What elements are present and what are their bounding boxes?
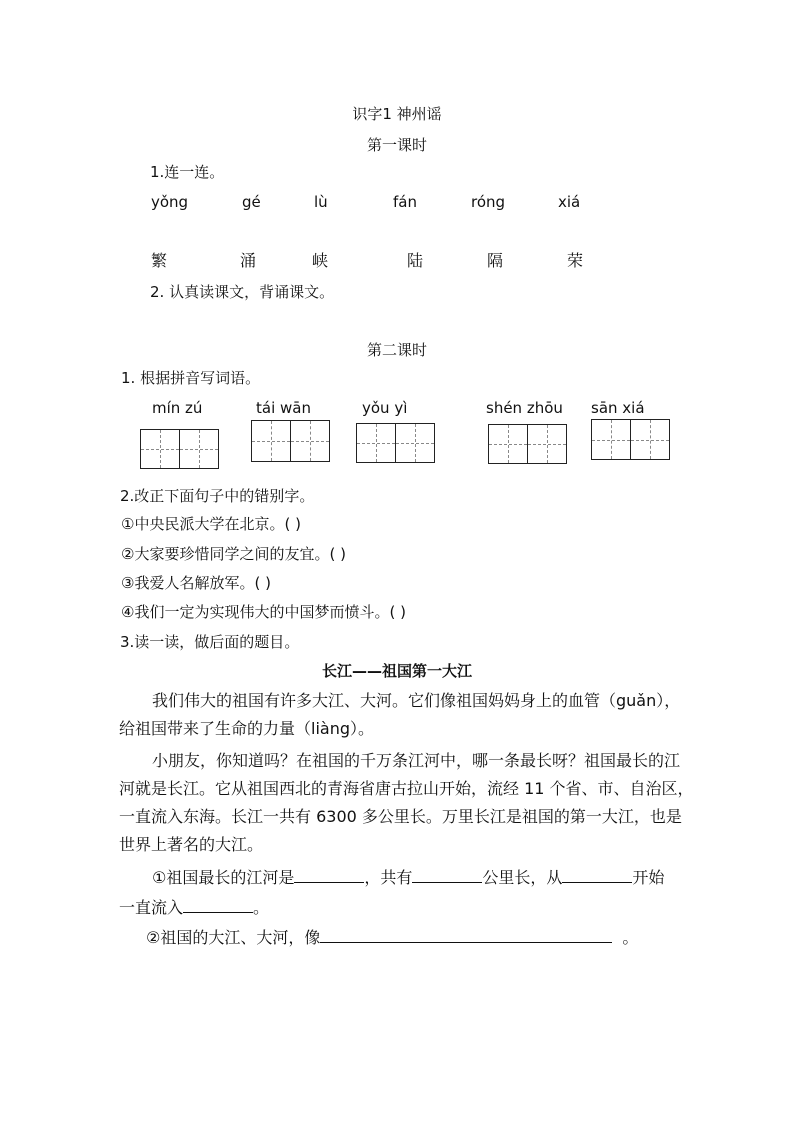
char-1: 繁 [151, 251, 168, 270]
lesson-one-heading: 第一课时 [366, 136, 427, 154]
pinyin-4: fán [393, 193, 417, 211]
passage-line-4: 河就是长江。它从祖国西北的青海省唐古拉山开始，流经 11 个省、市、自治区， [119, 779, 694, 798]
answer-blank-destination[interactable] [183, 896, 253, 913]
word-pinyin-3: yǒu yì [362, 399, 408, 417]
q2-start-text: ②祖国的大江、大河，像 [146, 928, 321, 947]
passage-title: 长江——祖国第一大江 [321, 662, 472, 680]
char-2: 涌 [240, 251, 257, 270]
word-pinyin-5: sān xiá [591, 399, 645, 417]
word-pinyin-1: mín zú [152, 399, 203, 417]
pinyin-2: gé [242, 193, 261, 211]
passage-question-1-line2 [119, 896, 269, 919]
passage-line-5: 一直流入东海。长江一共有 6300 多公里长。万里长江是祖国的第一大江，也是 [119, 807, 682, 826]
q2-1-title: 1. 根据拼音写词语。 [121, 369, 261, 387]
correction-item-2[interactable]: ②大家要珍惜同学之间的友宜。( ) [121, 545, 346, 563]
q2-3-title: 3.读一读，做后面的题目。 [120, 633, 300, 651]
word-pinyin-2: tái wān [256, 399, 311, 417]
q1-part-3: 公里长，从 [482, 868, 563, 887]
char-3: 峡 [312, 251, 329, 270]
word-pinyin-4: shén zhōu [486, 399, 563, 417]
lesson-two-heading: 第二课时 [366, 341, 427, 359]
q1-1-title: 1.连一连。 [150, 163, 225, 181]
passage-line-6: 世界上著名的大江。 [119, 835, 264, 854]
q1-line2-text: 一直流入 [119, 898, 184, 917]
passage-line-3: 小朋友，你知道吗？在祖国的千万条江河中，哪一条最长呀？祖国最长的江 [152, 751, 681, 770]
answer-blank-length[interactable] [412, 866, 482, 883]
page-title: 识字1 神州谣 [352, 105, 442, 123]
q1-part-1: ①祖国最长的江河是 [152, 868, 295, 887]
answer-blank-metaphor[interactable] [320, 926, 612, 943]
passage-line-2: 给祖国带来了生命的力量（liàng）。 [119, 719, 374, 738]
pinyin-6: xiá [558, 193, 581, 211]
answer-blank-river[interactable] [294, 866, 364, 883]
q1-part-4: 开始 [632, 868, 665, 887]
q1-2-title: 2. 认真读课文，背诵课文。 [150, 283, 335, 301]
q1-part-2: ，共有 [364, 868, 413, 887]
q2-2-title: 2.改正下面句子中的错别字。 [120, 487, 315, 505]
char-6: 荣 [567, 251, 584, 270]
char-4: 陆 [407, 251, 424, 270]
pinyin-3: lù [314, 193, 328, 211]
correction-item-3[interactable]: ③我爱人名解放军。( ) [121, 574, 271, 592]
q2-end-mark: 。 [622, 928, 639, 947]
passage-line-1: 我们伟大的祖国有许多大江、大河。它们像祖国妈妈身上的血管（guǎn）， [152, 691, 681, 710]
passage-question-1 [152, 866, 664, 889]
q1-end-mark: 。 [253, 898, 270, 917]
correction-item-4[interactable]: ④我们一定为实现伟大的中国梦而愤斗。( ) [121, 603, 406, 621]
correction-item-1[interactable]: ①中央民派大学在北京。( ) [121, 515, 301, 533]
answer-blank-source[interactable] [562, 866, 632, 883]
char-5: 隔 [487, 251, 504, 270]
pinyin-5: róng [471, 193, 506, 211]
passage-question-2 [146, 926, 638, 949]
pinyin-1: yǒng [151, 193, 189, 211]
